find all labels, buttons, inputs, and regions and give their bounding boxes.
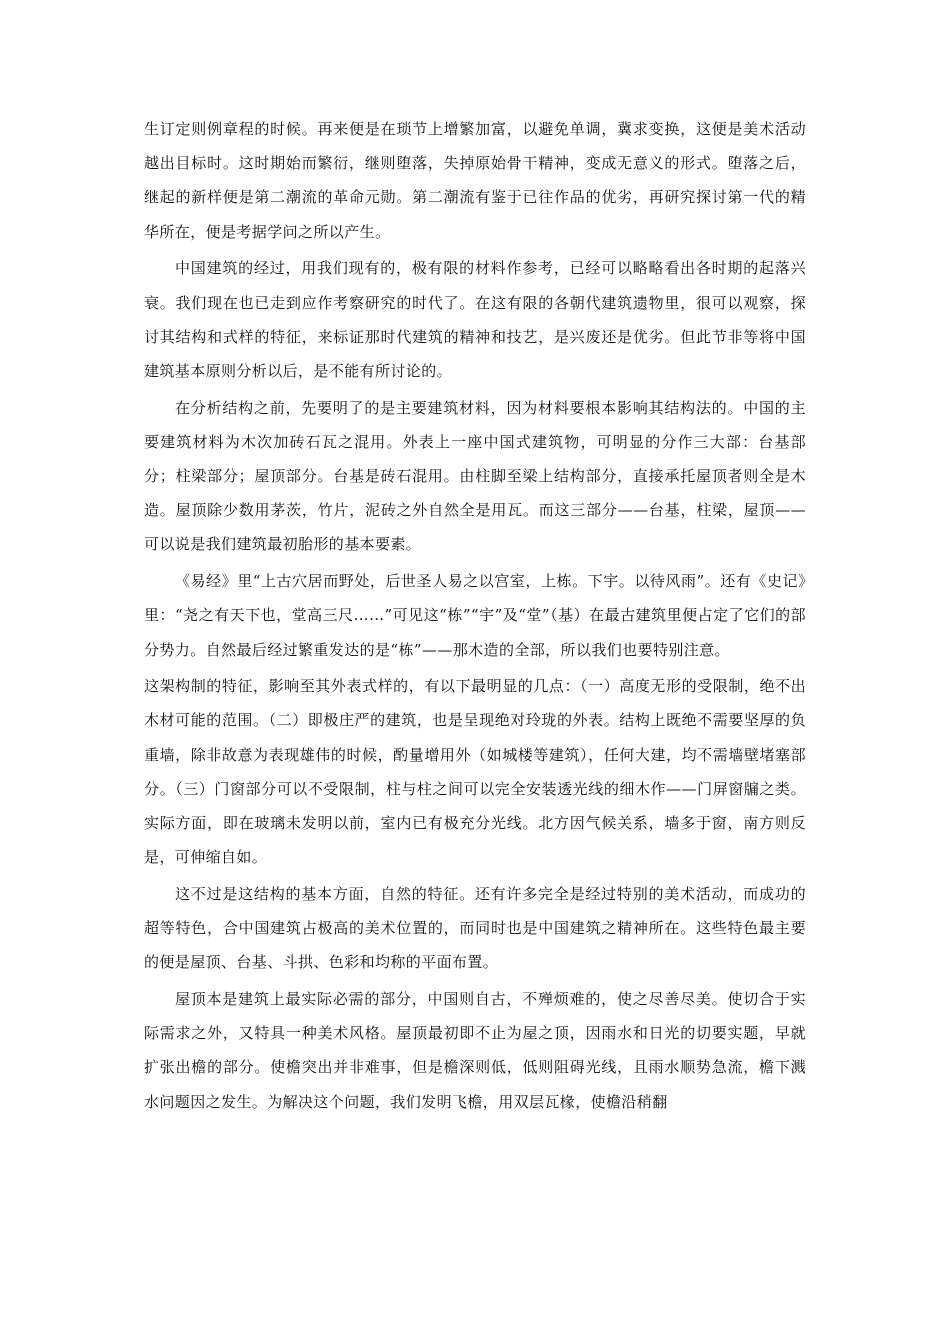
paragraph-2: 中国建筑的经过，用我们现有的，极有限的材料作参考，已经可以略略看出各时期的起落兴衰。我们现在也已走到应作考察研究的时代了。在这有限的各朝代建筑遗物里，很可以观察，探讨其结构和式样的特征，来标证那时代建筑的精神和技艺，是兴废还是优劣。但此节非等将中国建筑基本原则分析以后，是不能有所讨论的。 (144, 259, 806, 380)
paragraph-1: 生订定则例章程的时候。再来便是在琐节上增繁加富，以避免单调，冀求变换，这便是美术活动越出目标时。这时期始而繁衍，继则堕落，失掉原始骨干精神，变成无意义的形式。堕落之后，继起的新样便是第二潮流的革命元勋。第二潮流有鉴于已往作品的优劣，再研究探讨第一代的精华所在，便是考据学问之所以产生。 (144, 120, 806, 241)
body-text (144, 112, 806, 1121)
paragraph-6: 这不过是这结构的基本方面，自然的特征。还有许多完全是经过特别的美术活动，而成功的超等特色，合中国建筑占极高的美术位置的，而同时也是中国建筑之精神所在。这些特色最主要的便是屋顶、台基、斗拱、色彩和均称的平面布置。 (144, 884, 806, 972)
paragraph-4: 《易经》里“上古穴居而野处，后世圣人易之以宫室，上栋。下宇。以待风雨”。还有《史记》里：“尧之有天下也，堂高三尺……”可见这“栋”“宇”及“堂”（基）在最古建筑里便占定了它们的部分势力。自然最后经过繁重发达的是“栋”——那木造的全部，所以我们也要特别注意。 (144, 572, 806, 659)
paragraph-5: 这架构制的特征，影响至其外表式样的，有以下最明显的几点：（一）高度无形的受限制，绝不出木材可能的范围。（二）即极庄严的建筑，也是呈现绝对玲珑的外表。结构上既绝不需要坚厚的负重墙，除非故意为表现雄伟的时候，酌量增用外（如城楼等建筑），任何大建，均不需墙壁堵塞部分。（三）门窗部分可以不受限制，柱与柱之间可以完全安装透光线的细木作——门屏窗牖之类。实际方面，即在玻璃未发明以前，室内已有极充分光线。北方因气候关系，墙多于窗，南方则反是，可伸缩自如。 (144, 677, 806, 867)
paragraph-3: 在分析结构之前，先要明了的是主要建筑材料，因为材料要根本影响其结构法的。中国的主要建筑材料为木次加砖石瓦之混用。外表上一座中国式建筑物，可明显的分作三大部：台基部分；柱梁部分；屋顶部分。台基是砖石混用。由柱脚至梁上结构部分，直接承托屋顶者则全是木造。屋顶除少数用茅茨，竹片，泥砖之外自然全是用瓦。而这三部分——台基，柱梁，屋顶——可以说是我们建筑最初胎形的基本要素。 (144, 398, 806, 554)
paragraph-7: 屋顶本是建筑上最实际必需的部分，中国则自古，不殚烦难的，使之尽善尽美。使切合于实际需求之外，又特具一种美术风格。屋顶最初即不止为屋之顶，因雨水和日光的切要实题，早就扩张出檐的部分。使檐突出并非难事，但是檐深则低，低则阻碍光线，且雨水顺势急流，檐下溅水问题因之发生。为解决这个问题，我们发明飞檐，用双层瓦椽，使檐沿稍翻 (144, 990, 806, 1111)
